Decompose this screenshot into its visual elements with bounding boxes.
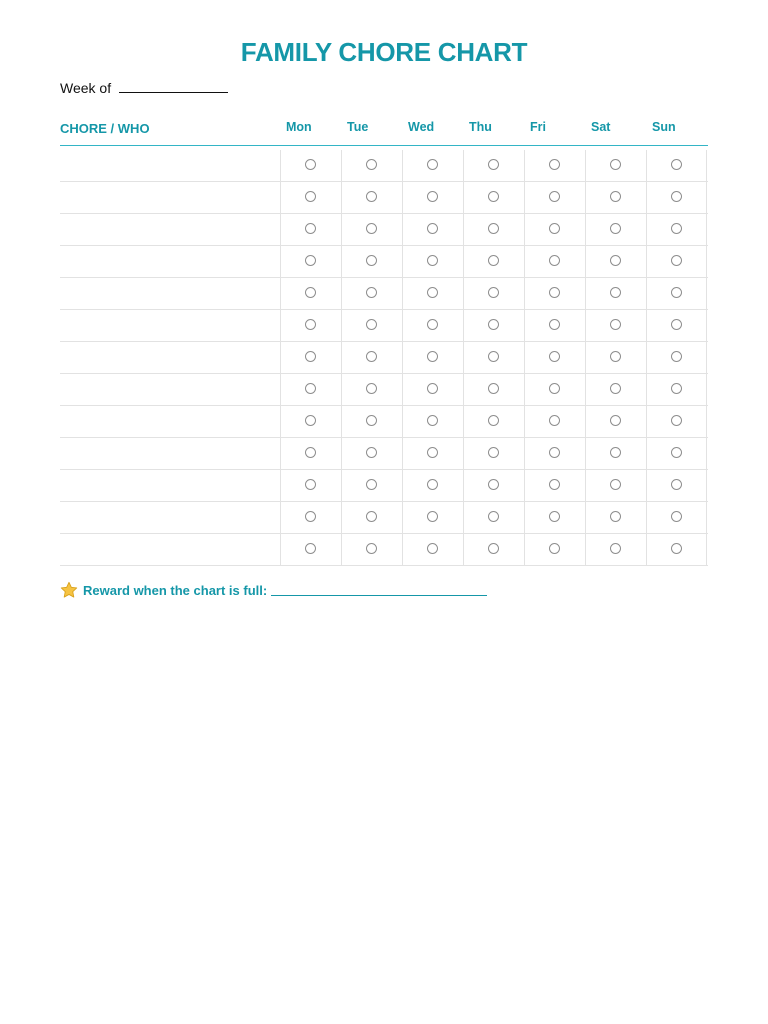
checkbox-circle[interactable]	[305, 319, 316, 330]
day-cell-fri	[524, 374, 585, 405]
checkbox-circle[interactable]	[305, 287, 316, 298]
checkbox-circle[interactable]	[671, 511, 682, 522]
day-header-thu: Thu	[469, 120, 492, 134]
checkbox-circle[interactable]	[305, 543, 316, 554]
day-cell-sun	[646, 278, 707, 309]
day-cell-wed	[402, 246, 463, 277]
day-cell-sun	[646, 470, 707, 501]
day-cell-mon	[280, 182, 341, 213]
day-header-wed: Wed	[408, 120, 435, 134]
checkbox-circle[interactable]	[305, 255, 316, 266]
checkbox-circle[interactable]	[366, 255, 377, 266]
chore-who-cell[interactable]	[60, 470, 280, 501]
table-row	[60, 470, 708, 502]
day-cell-tue	[341, 150, 402, 181]
checkbox-circle[interactable]	[427, 223, 438, 234]
day-cell-tue	[341, 278, 402, 309]
checkbox-circle[interactable]	[366, 319, 377, 330]
chore-who-cell[interactable]	[60, 342, 280, 373]
checkbox-circle[interactable]	[427, 191, 438, 202]
day-cell-sun	[646, 214, 707, 245]
day-cell-thu	[463, 182, 524, 213]
checkbox-circle[interactable]	[427, 383, 438, 394]
reward-input-line[interactable]	[271, 595, 487, 596]
table-row	[60, 214, 708, 246]
day-header-tue: Tue	[347, 120, 369, 134]
day-cell-sun	[646, 502, 707, 533]
day-cell-wed	[402, 438, 463, 469]
checkbox-circle[interactable]	[305, 191, 316, 202]
checkbox-circle[interactable]	[366, 159, 377, 170]
checkbox-circle[interactable]	[427, 159, 438, 170]
day-cell-sat	[585, 406, 646, 437]
day-cell-tue	[341, 214, 402, 245]
checkbox-circle[interactable]	[427, 255, 438, 266]
day-header-mon: Mon	[286, 120, 312, 134]
day-cell-thu	[463, 150, 524, 181]
day-cell-fri	[524, 438, 585, 469]
checkbox-circle[interactable]	[305, 351, 316, 362]
checkbox-circle[interactable]	[305, 159, 316, 170]
chore-who-cell[interactable]	[60, 374, 280, 405]
day-cell-sat	[585, 278, 646, 309]
day-cell-sat	[585, 182, 646, 213]
table-row	[60, 342, 708, 374]
day-cell-fri	[524, 534, 585, 565]
day-cell-thu	[463, 278, 524, 309]
checkbox-circle[interactable]	[671, 415, 682, 426]
day-cell-fri	[524, 406, 585, 437]
checkbox-circle[interactable]	[305, 479, 316, 490]
day-cell-sat	[585, 470, 646, 501]
day-cell-tue	[341, 406, 402, 437]
day-cell-fri	[524, 342, 585, 373]
checkbox-circle[interactable]	[488, 255, 499, 266]
day-cell-thu	[463, 470, 524, 501]
day-cell-sun	[646, 310, 707, 341]
checkbox-circle[interactable]	[366, 223, 377, 234]
header-divider	[60, 145, 708, 146]
day-cell-tue	[341, 534, 402, 565]
checkbox-circle[interactable]	[366, 447, 377, 458]
star-icon	[60, 581, 78, 599]
day-cell-fri	[524, 310, 585, 341]
checkbox-circle[interactable]	[549, 351, 560, 362]
checkbox-circle[interactable]	[488, 383, 499, 394]
day-cell-wed	[402, 310, 463, 341]
day-cell-tue	[341, 342, 402, 373]
checkbox-circle[interactable]	[549, 191, 560, 202]
checkbox-circle[interactable]	[427, 319, 438, 330]
week-of-label: Week of	[60, 80, 112, 96]
day-cell-sat	[585, 214, 646, 245]
checkbox-circle[interactable]	[549, 287, 560, 298]
checkbox-circle[interactable]	[610, 415, 621, 426]
day-cell-thu	[463, 534, 524, 565]
day-cell-sun	[646, 534, 707, 565]
day-cell-sat	[585, 374, 646, 405]
table-row	[60, 374, 708, 406]
day-cell-sat	[585, 534, 646, 565]
checkbox-circle[interactable]	[671, 159, 682, 170]
day-cell-mon	[280, 438, 341, 469]
table-row	[60, 150, 708, 182]
day-cell-tue	[341, 182, 402, 213]
checkbox-circle[interactable]	[549, 543, 560, 554]
checkbox-circle[interactable]	[427, 543, 438, 554]
day-cell-thu	[463, 374, 524, 405]
day-cell-mon	[280, 502, 341, 533]
checkbox-circle[interactable]	[671, 351, 682, 362]
checkbox-circle[interactable]	[610, 159, 621, 170]
day-cell-tue	[341, 438, 402, 469]
checkbox-circle[interactable]	[610, 383, 621, 394]
checkbox-circle[interactable]	[671, 543, 682, 554]
checkbox-circle[interactable]	[671, 447, 682, 458]
day-cell-tue	[341, 502, 402, 533]
checkbox-circle[interactable]	[549, 479, 560, 490]
chore-who-cell[interactable]	[60, 438, 280, 469]
table-row	[60, 182, 708, 214]
day-cell-fri	[524, 278, 585, 309]
day-cell-wed	[402, 342, 463, 373]
checkbox-circle[interactable]	[488, 543, 499, 554]
day-cell-thu	[463, 310, 524, 341]
checkbox-circle[interactable]	[610, 319, 621, 330]
checkbox-circle[interactable]	[366, 351, 377, 362]
day-cell-fri	[524, 150, 585, 181]
chore-who-cell[interactable]	[60, 150, 280, 181]
day-cell-fri	[524, 502, 585, 533]
day-header-sun: Sun	[652, 120, 676, 134]
day-cell-mon	[280, 470, 341, 501]
checkbox-circle[interactable]	[305, 223, 316, 234]
checkbox-circle[interactable]	[671, 191, 682, 202]
table-header	[60, 119, 708, 137]
day-cell-fri	[524, 246, 585, 277]
checkbox-circle[interactable]	[488, 447, 499, 458]
day-cell-mon	[280, 406, 341, 437]
day-cell-sun	[646, 406, 707, 437]
checkbox-circle[interactable]	[366, 383, 377, 394]
day-cell-wed	[402, 534, 463, 565]
chore-grid	[60, 150, 708, 566]
checkbox-circle[interactable]	[549, 511, 560, 522]
checkbox-circle[interactable]	[488, 223, 499, 234]
checkbox-circle[interactable]	[671, 479, 682, 490]
day-cell-thu	[463, 342, 524, 373]
day-cell-sat	[585, 246, 646, 277]
checkbox-circle[interactable]	[305, 447, 316, 458]
day-cell-thu	[463, 438, 524, 469]
day-cell-sat	[585, 342, 646, 373]
checkbox-circle[interactable]	[488, 511, 499, 522]
day-cell-wed	[402, 182, 463, 213]
day-cell-tue	[341, 246, 402, 277]
checkbox-circle[interactable]	[610, 511, 621, 522]
day-cell-wed	[402, 470, 463, 501]
checkbox-circle[interactable]	[427, 415, 438, 426]
day-cell-mon	[280, 534, 341, 565]
checkbox-circle[interactable]	[671, 287, 682, 298]
week-of-field	[60, 78, 228, 96]
checkbox-circle[interactable]	[488, 351, 499, 362]
day-cell-sun	[646, 374, 707, 405]
checkbox-circle[interactable]	[610, 223, 621, 234]
checkbox-circle[interactable]	[427, 447, 438, 458]
chore-who-cell[interactable]	[60, 214, 280, 245]
day-cell-fri	[524, 470, 585, 501]
day-cell-mon	[280, 310, 341, 341]
day-cell-mon	[280, 246, 341, 277]
checkbox-circle[interactable]	[549, 447, 560, 458]
checkbox-circle[interactable]	[610, 287, 621, 298]
week-of-input-line[interactable]	[119, 92, 228, 93]
chore-who-cell[interactable]	[60, 278, 280, 309]
reward-label: Reward when the chart is full:	[83, 582, 268, 598]
checkbox-circle[interactable]	[610, 255, 621, 266]
checkbox-circle[interactable]	[549, 383, 560, 394]
day-cell-wed	[402, 150, 463, 181]
checkbox-circle[interactable]	[488, 159, 499, 170]
checkbox-circle[interactable]	[366, 287, 377, 298]
checkbox-circle[interactable]	[671, 319, 682, 330]
day-cell-mon	[280, 278, 341, 309]
checkbox-circle[interactable]	[305, 415, 316, 426]
day-cell-sat	[585, 502, 646, 533]
page-title: FAMILY CHORE CHART	[240, 37, 528, 67]
chore-who-cell[interactable]	[60, 406, 280, 437]
checkbox-circle[interactable]	[305, 511, 316, 522]
checkbox-circle[interactable]	[488, 479, 499, 490]
day-cell-tue	[341, 374, 402, 405]
table-row	[60, 246, 708, 278]
day-cell-mon	[280, 374, 341, 405]
checkbox-circle[interactable]	[610, 447, 621, 458]
checkbox-circle[interactable]	[305, 383, 316, 394]
checkbox-circle[interactable]	[671, 223, 682, 234]
day-cell-sun	[646, 246, 707, 277]
day-header-fri: Fri	[530, 120, 546, 134]
checkbox-circle[interactable]	[610, 543, 621, 554]
checkbox-circle[interactable]	[427, 287, 438, 298]
checkbox-circle[interactable]	[366, 415, 377, 426]
day-cell-mon	[280, 150, 341, 181]
table-row	[60, 406, 708, 438]
day-cell-sun	[646, 150, 707, 181]
day-cell-wed	[402, 502, 463, 533]
day-cell-sat	[585, 310, 646, 341]
checkbox-circle[interactable]	[549, 159, 560, 170]
checkbox-circle[interactable]	[366, 479, 377, 490]
checkbox-circle[interactable]	[671, 255, 682, 266]
checkbox-circle[interactable]	[488, 415, 499, 426]
day-cell-thu	[463, 406, 524, 437]
day-cell-sun	[646, 342, 707, 373]
chore-who-cell[interactable]	[60, 502, 280, 533]
day-cell-wed	[402, 214, 463, 245]
checkbox-circle[interactable]	[671, 383, 682, 394]
checkbox-circle[interactable]	[427, 351, 438, 362]
chore-who-cell[interactable]	[60, 534, 280, 565]
day-cell-thu	[463, 502, 524, 533]
checkbox-circle[interactable]	[366, 191, 377, 202]
day-cell-wed	[402, 278, 463, 309]
checkbox-circle[interactable]	[366, 511, 377, 522]
checkbox-circle[interactable]	[610, 479, 621, 490]
day-cell-wed	[402, 406, 463, 437]
day-cell-sun	[646, 182, 707, 213]
chore-who-cell[interactable]	[60, 310, 280, 341]
table-row	[60, 534, 708, 566]
day-cell-thu	[463, 246, 524, 277]
day-cell-fri	[524, 182, 585, 213]
checkbox-circle[interactable]	[549, 415, 560, 426]
checkbox-circle[interactable]	[488, 287, 499, 298]
day-header-sat: Sat	[591, 120, 611, 134]
checkbox-circle[interactable]	[427, 511, 438, 522]
day-cell-wed	[402, 374, 463, 405]
checkbox-circle[interactable]	[610, 191, 621, 202]
chore-who-header: CHORE / WHO	[60, 121, 150, 136]
day-cell-sun	[646, 438, 707, 469]
checkbox-circle[interactable]	[488, 191, 499, 202]
checkbox-circle[interactable]	[549, 255, 560, 266]
table-row	[60, 310, 708, 342]
day-cell-fri	[524, 214, 585, 245]
day-cell-thu	[463, 214, 524, 245]
checkbox-circle[interactable]	[549, 319, 560, 330]
day-cell-sat	[585, 438, 646, 469]
day-cell-tue	[341, 310, 402, 341]
day-cell-sat	[585, 150, 646, 181]
reward-field	[60, 580, 487, 600]
checkbox-circle[interactable]	[427, 479, 438, 490]
chore-who-cell[interactable]	[60, 246, 280, 277]
day-cell-mon	[280, 342, 341, 373]
checkbox-circle[interactable]	[488, 319, 499, 330]
chore-who-cell[interactable]	[60, 182, 280, 213]
table-row	[60, 438, 708, 470]
checkbox-circle[interactable]	[549, 223, 560, 234]
checkbox-circle[interactable]	[610, 351, 621, 362]
checkbox-circle[interactable]	[366, 543, 377, 554]
day-cell-mon	[280, 214, 341, 245]
table-row	[60, 278, 708, 310]
day-cell-tue	[341, 470, 402, 501]
table-row	[60, 502, 708, 534]
